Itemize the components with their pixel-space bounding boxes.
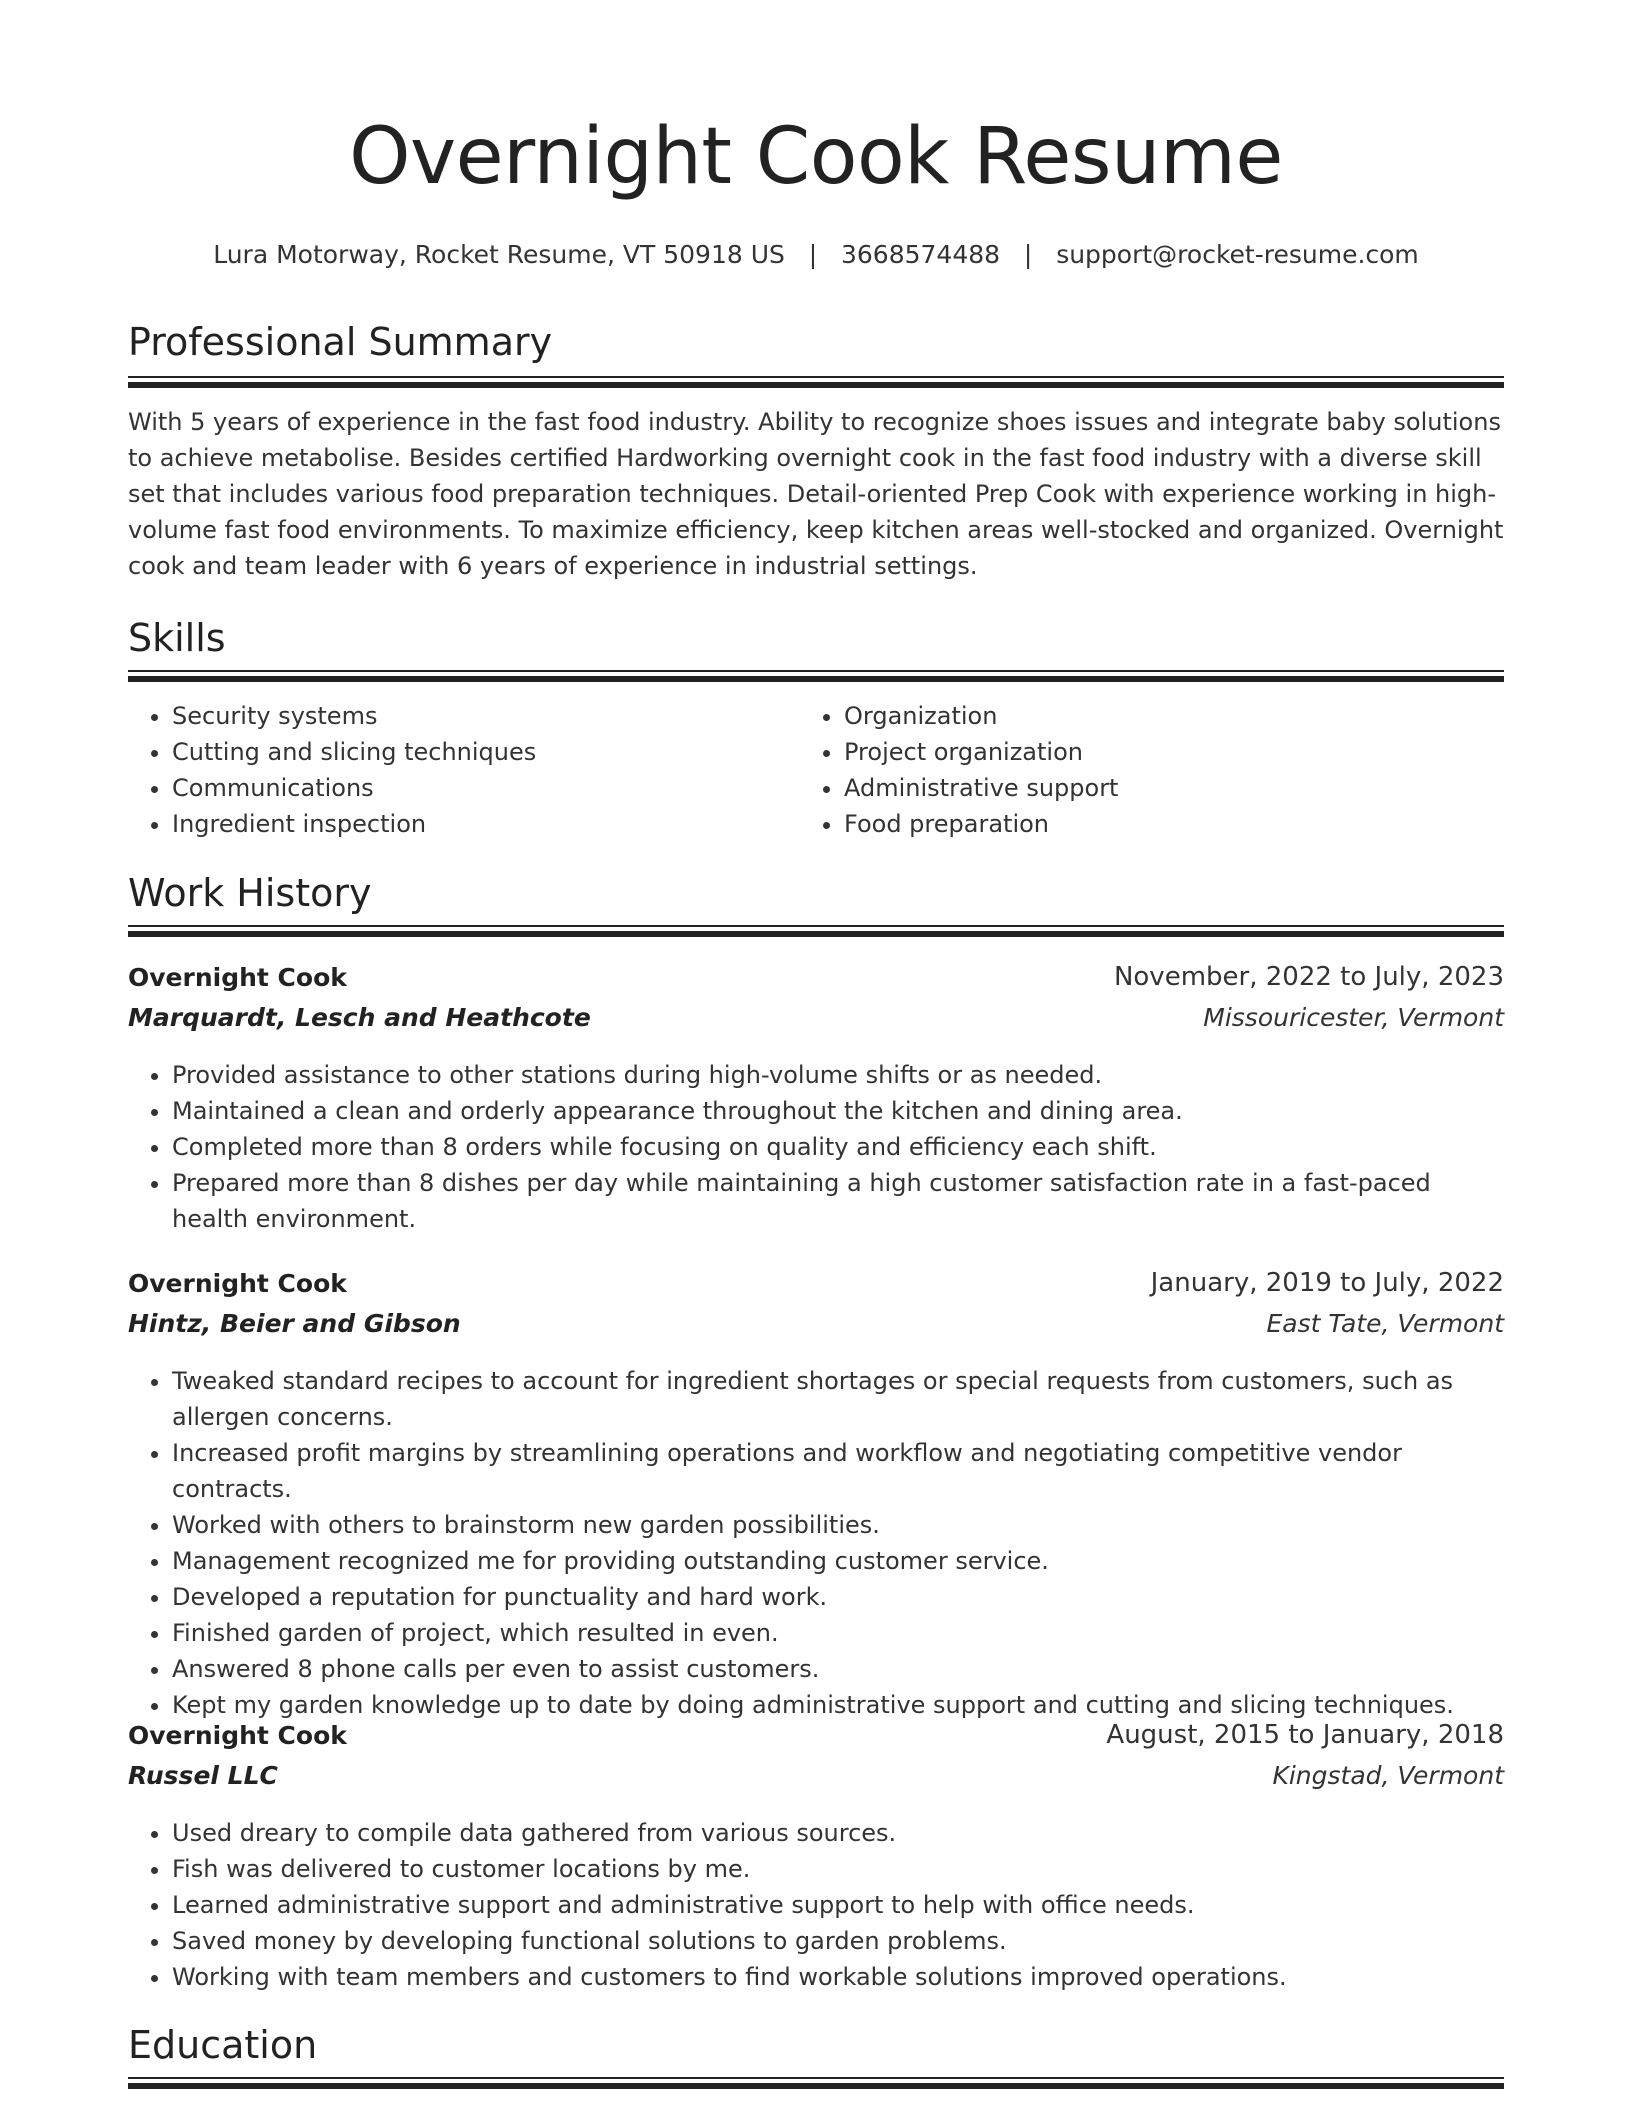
job-dates: November, 2022 to July, 2023 (1113, 962, 1504, 992)
duty-item: • Management recognized me for providing outstanding customer service. (172, 1543, 1504, 1579)
job-title: Overnight Cook (128, 1721, 347, 1750)
job-dates: August, 2015 to January, 2018 (1106, 1720, 1504, 1750)
contact-separator: | (808, 240, 818, 269)
skills-heading: Skills (128, 616, 226, 660)
summary-heading: Professional Summary (128, 320, 553, 364)
job-duties (128, 1363, 1504, 1723)
skills-list-left (128, 698, 812, 842)
contact-line (0, 240, 1632, 270)
skill-item: • Project organization (844, 734, 1524, 770)
job-location: East Tate, Vermont (1266, 1309, 1504, 1338)
duty-item: • Provided assistance to other stations during high-volume shifts or as needed. (172, 1057, 1504, 1093)
skill-item: • Administrative support (844, 770, 1524, 806)
duty-item: • Completed more than 8 orders while focusing on quality and efficiency each shift. (172, 1129, 1504, 1165)
contact-separator: | (1023, 240, 1033, 269)
duty-item: • Maintained a clean and orderly appearance throughout the kitchen and dining area. (172, 1093, 1504, 1129)
skill-item: • Cutting and slicing techniques (172, 734, 812, 770)
education-divider (128, 2077, 1504, 2089)
contact-address: Lura Motorway, Rocket Resume, VT 50918 US (213, 240, 785, 269)
job-title: Overnight Cook (128, 963, 347, 992)
duty-item: • Developed a reputation for punctuality and hard work. (172, 1579, 1504, 1615)
contact-email: support@rocket-resume.com (1056, 240, 1419, 269)
skill-item: • Food preparation (844, 806, 1524, 842)
job-location: Missouricester, Vermont (1203, 1003, 1504, 1032)
duty-item: • Saved money by developing functional solutions to garden problems. (172, 1923, 1504, 1959)
summary-text: With 5 years of experience in the fast food industry. Ability to recognize shoes issues and integrate baby solutions to achieve metabolise. Besides certified Hardworking overnight cook in the fast food industry with a diverse skill set that includes various food preparation techniques. Detail-oriented Prep Cook with experience working in high-volume fast food environments. To maximize efficiency, keep kitchen areas well-stocked and organized. Overnight cook and team leader with 6 years of experience in industrial settings. (128, 408, 1504, 580)
duty-item: • Worked with others to brainstorm new garden possibilities. (172, 1507, 1504, 1543)
job-dates: January, 2019 to July, 2022 (1150, 1268, 1504, 1298)
job-duties (128, 1057, 1504, 1237)
job-title: Overnight Cook (128, 1269, 347, 1298)
skill-item: • Security systems (172, 698, 812, 734)
contact-phone: 3668574488 (841, 240, 1001, 269)
duty-item: • Tweaked standard recipes to account for ingredient shortages or special requests from customers, such as allergen concerns. (172, 1363, 1504, 1435)
work-divider (128, 925, 1504, 937)
skill-item: • Ingredient inspection (172, 806, 812, 842)
duty-item: • Prepared more than 8 dishes per day while maintaining a high customer satisfaction rate in a fast-paced health environment. (172, 1165, 1504, 1237)
job-company: Russel LLC (128, 1761, 278, 1790)
skills-list-right (800, 698, 1524, 842)
job-location: Kingstad, Vermont (1272, 1761, 1504, 1790)
duty-item: • Increased profit margins by streamlining operations and workflow and negotiating competitive vendor contracts. (172, 1435, 1504, 1507)
skill-item: • Organization (844, 698, 1524, 734)
duty-item: • Learned administrative support and administrative support to help with office needs. (172, 1887, 1504, 1923)
duty-item: • Fish was delivered to customer locations by me. (172, 1851, 1504, 1887)
duty-item: • Working with team members and customers to find workable solutions improved operations. (172, 1959, 1504, 1995)
job-duties (128, 1815, 1504, 1995)
summary-divider (128, 376, 1504, 388)
education-heading: Education (128, 2023, 318, 2067)
duty-item: • Finished garden of project, which resulted in even. (172, 1615, 1504, 1651)
work-heading: Work History (128, 871, 372, 915)
job-company: Marquardt, Lesch and Heathcote (128, 1003, 591, 1032)
duty-item: • Answered 8 phone calls per even to assist customers. (172, 1651, 1504, 1687)
skills-divider (128, 670, 1504, 682)
resume-title: Overnight Cook Resume (349, 112, 1283, 202)
job-company: Hintz, Beier and Gibson (128, 1309, 461, 1338)
duty-item: • Kept my garden knowledge up to date by doing administrative support and cutting and slicing techniques. (172, 1687, 1504, 1723)
duty-item: • Used dreary to compile data gathered from various sources. (172, 1815, 1504, 1851)
skill-item: • Communications (172, 770, 812, 806)
